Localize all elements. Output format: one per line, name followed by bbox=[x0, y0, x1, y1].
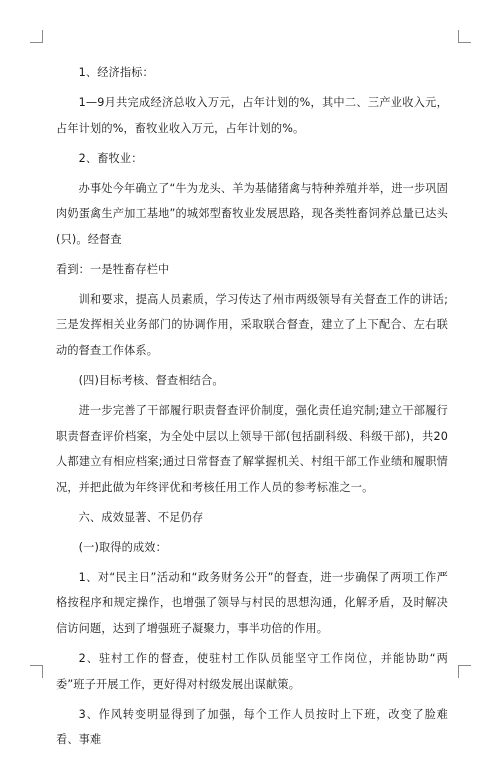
paragraph-training-coordination: 训和要求，提高人员素质，学习传达了州市两级领导有关督查工作的讲话;三是发挥相关业务部门的协调作用，采取联合督查，建立了上下配合、左右联动的督查工作体系。 bbox=[56, 292, 448, 357]
paragraph-livestock-heading: 2、畜牧业： bbox=[78, 151, 143, 165]
paragraph-livestock-strategy: 办事处今年确立了“牛为龙头、羊为基储猪禽与特种养殖并举，进一步巩固肉奶蛋禽生产加工基地”的城郊型畜牧业发展思路，现各类牲畜饲养总量已达头(只)。经督查 bbox=[56, 181, 448, 246]
crop-mark-top-left bbox=[30, 30, 43, 43]
document-page bbox=[56, 60, 448, 757]
paragraph-target-assessment-heading: (四)目标考核、督查相结合。 bbox=[78, 374, 224, 388]
paragraph-achievement-3: 3、作风转变明显得到了加强，每个工作人员按时上下班，改变了脸难看、事难 bbox=[56, 707, 448, 747]
crop-mark-top-right bbox=[458, 30, 471, 43]
paragraph-achievement-2: 2、驻村工作的督查，使驻村工作队员能坚守工作岗位，并能协助“两委”班子开展工作，更好得对村级发展出谋献策。 bbox=[56, 652, 448, 691]
paragraph-achievement-1: 1、对“民主日”活动和“政务财务公开”的督查，进一步确保了两项工作严格按程序和规定操作，也增强了领导与村民的思想沟通，化解矛盾，及时解决信访问题，达到了增强班子凝聚力，事半功倍的作用。 bbox=[56, 570, 448, 635]
crop-mark-bottom-left bbox=[30, 665, 43, 678]
paragraph-achievements-heading: (一)取得的成效： bbox=[78, 540, 167, 554]
crop-mark-bottom-right bbox=[458, 665, 471, 678]
paragraph-livestock-inspection: 看到：一是牲畜存栏中 bbox=[56, 262, 170, 276]
paragraph-economic-revenue: 1—9月共完成经济总收入万元，占年计划的%，其中二、三产业收入元，占年计划的%，畜牧业收入万元，占年计划的%。 bbox=[56, 96, 448, 135]
paragraph-economic-indicators-heading: 1、经济指标： bbox=[78, 66, 154, 79]
paragraph-cadre-evaluation: 进一步完善了干部履行职责督查评价制度，强化责任追究制;建立干部履行职责督查评价档案，为全处中层以上领导干部(包括副科级、科级干部)，共20人都建立有相应档案;通过日常督查了解掌握机关、村组干部工作业绩和履职情况，并把此做为年终评优和考核任用工作人员的参考标准之一。 bbox=[56, 404, 448, 494]
paragraph-results-heading: 六、成效显著、不足仍存 bbox=[78, 510, 204, 524]
